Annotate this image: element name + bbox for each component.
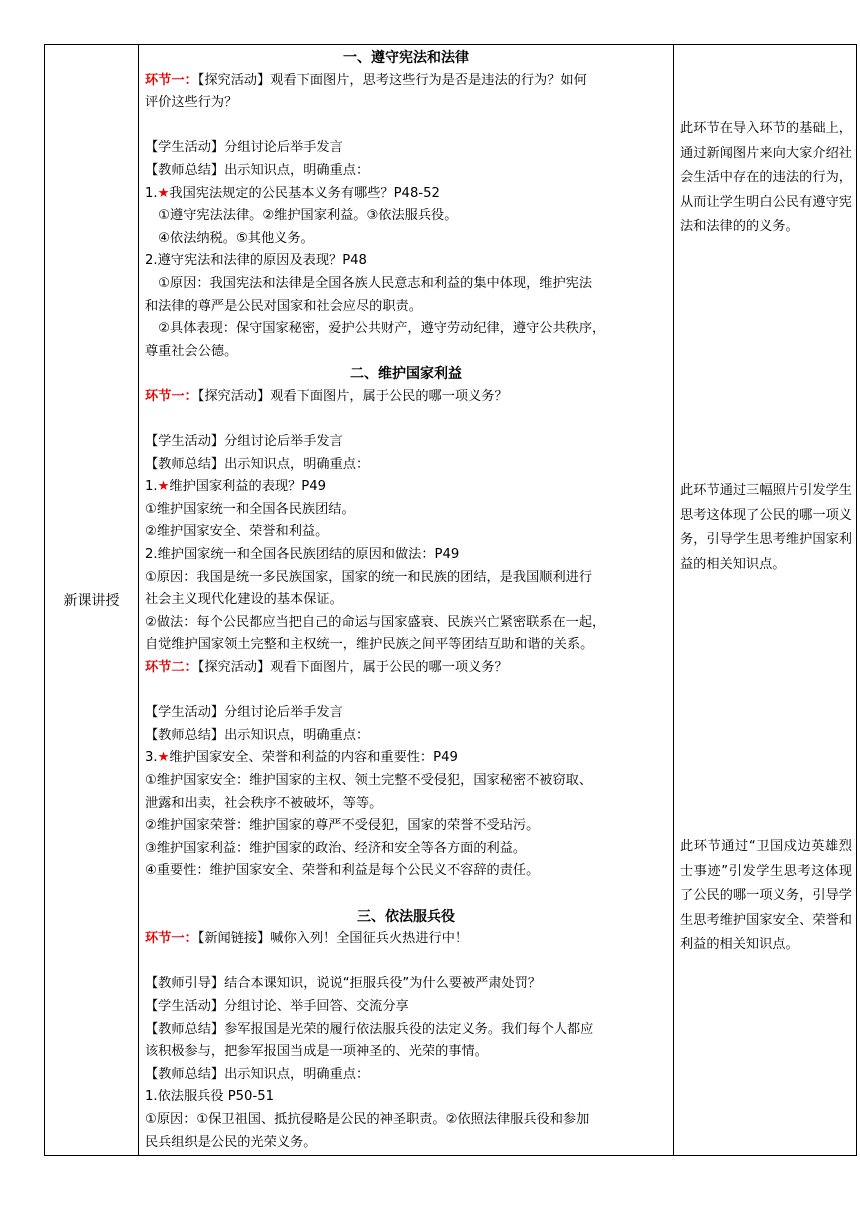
line-text: ①原因：我国宪法和法律是全国各族人民意志和利益的集中体现，维护宪法 — [145, 275, 593, 291]
line-text: ①维护国家统一和全国各民族团结。 — [145, 501, 355, 517]
line-text: ②做法：每个公民都应当把自己的命运与国家盛衰、民族兴亡紧密联系在一起， — [145, 614, 606, 630]
content-line — [145, 70, 667, 93]
line-text: 【教师总结】出示知识点，明确重点： — [145, 1066, 370, 1082]
table-row — [45, 45, 857, 1156]
content-line — [145, 228, 667, 251]
content-line — [145, 589, 667, 612]
line-text: 泄露和出卖，社会秩序不被破坏，等等。 — [145, 795, 383, 811]
content-line — [145, 318, 667, 341]
line-text: ④依法纳税。⑤其他义务。 — [145, 230, 314, 246]
blank-line — [145, 680, 667, 703]
content-line — [145, 250, 667, 273]
content-line — [145, 431, 667, 454]
content-line — [145, 1041, 667, 1064]
blank-line — [145, 951, 667, 974]
line-text: 和法律的尊严是公民对国家和社会应尽的职责。 — [145, 298, 422, 314]
star-icon: ★ — [157, 750, 170, 766]
line-text: 【探究活动】观看下面图片，思考这些行为是否是违法的行为？如何 — [197, 72, 587, 88]
note-section-3: 此环节通过“卫国戍边英雄烈士事迹”引发学生思考这体现了公民的哪一项义务，引导学生思考维护国家安全、荣誉和利益的相关知识点。 — [680, 839, 852, 953]
line-text: 该积极参与，把参军报国当成是一项神圣的、光荣的事情。 — [145, 1044, 488, 1060]
stage-label: 环节一： — [145, 931, 198, 947]
line-text: 【教师总结】出示知识点，明确重点： — [145, 456, 370, 472]
stage-label: 环节二： — [145, 660, 198, 676]
line-text: 2.遵守宪法和法律的原因及表现？P48 — [145, 253, 367, 269]
content-line — [145, 996, 667, 1019]
line-text: ②维护国家荣誉：维护国家的尊严不受侵犯，国家的荣誉不受玷污。 — [145, 818, 540, 834]
content-line — [145, 273, 667, 296]
lesson-content — [139, 45, 674, 1156]
line-text: 维护国家安全、荣誉和利益的内容和重要性：P49 — [169, 750, 458, 766]
row-label: 新课讲授 — [45, 45, 139, 1156]
teaching-notes — [674, 45, 857, 1156]
line-text: 民兵组织是公民的光荣义务。 — [145, 1134, 317, 1150]
line-text: 我国宪法规定的公民基本义务有哪些？P48-52 — [169, 185, 440, 201]
content-line — [145, 838, 667, 861]
line-text: ②具体表现：保守国家秘密，爱护公共财产，遵守劳动纪律，遵守公共秩序， — [145, 321, 606, 337]
line-text: ①维护国家安全：维护国家的主权、领土完整不受侵犯，国家秘密不被窃取、 — [145, 773, 593, 788]
blank-line — [145, 115, 667, 138]
line-text: 【教师总结】参军报国是光荣的履行依法服兵役的法定义务。我们每个人都应 — [145, 1021, 594, 1037]
line-text: 1.依法服兵役 P50-51 — [145, 1089, 274, 1105]
line-text: 【教师引导】结合本课知识，说说“拒服兵役”为什么要被严肃处罚？ — [145, 976, 542, 992]
item-number: 3. — [145, 750, 158, 766]
content-line — [145, 476, 667, 499]
content-line — [145, 973, 667, 996]
line-text: 社会主义现代化建设的基本保证。 — [145, 592, 343, 608]
content-line — [145, 454, 667, 477]
section-heading: 二、维护国家利益 — [350, 366, 462, 383]
line-text: 【探究活动】观看下面图片，属于公民的哪一项义务？ — [197, 660, 508, 676]
line-text: 维护国家利益的表现？P49 — [169, 479, 327, 495]
line-text: 【学生活动】分组讨论后举手发言 — [145, 140, 343, 156]
content-line — [145, 725, 667, 748]
line-text: 2.维护国家统一和全国各民族团结的原因和做法：P49 — [145, 547, 460, 563]
stage-label: 环节一： — [145, 388, 198, 404]
item-number: 1. — [145, 185, 158, 201]
content-line — [145, 160, 667, 183]
note-section-2: 此环节通过三幅照片引发学生思考这体现了公民的哪一项义务，引导学生思考维护国家利益的相关知识点。 — [680, 483, 852, 572]
note-section-1: 此环节在导入环节的基础上，通过新闻图片来向大家介绍社会生活中存在的违法的行为，从而让学生明白公民有遵守宪法和法律的的义务。 — [680, 121, 852, 235]
content-line — [145, 92, 667, 115]
content-line — [145, 1064, 667, 1087]
star-icon: ★ — [157, 479, 170, 495]
line-text: ①原因：①保卫祖国、抵抗侵略是公民的神圣职责。②依照法律服兵役和参加 — [145, 1111, 590, 1127]
line-text: 【学生活动】分组讨论后举手发言 — [145, 705, 343, 721]
content-line — [145, 521, 667, 544]
star-icon: ★ — [157, 185, 170, 201]
lesson-plan-table — [44, 44, 857, 1156]
line-text: 【探究活动】观看下面图片，属于公民的哪一项义务？ — [197, 388, 508, 404]
item-number: 1. — [145, 479, 158, 495]
blank-line — [145, 883, 667, 906]
content-line — [145, 205, 667, 228]
line-text: 【学生活动】分组讨论后举手发言 — [145, 434, 343, 450]
content-line — [145, 702, 667, 725]
content-line — [145, 544, 667, 567]
content-line — [145, 296, 667, 319]
content-line — [145, 341, 667, 364]
blank-line — [145, 409, 667, 432]
content-line — [145, 793, 667, 816]
content-line — [145, 747, 667, 770]
line-text: 【教师总结】出示知识点，明确重点： — [145, 162, 370, 178]
content-line — [145, 657, 667, 680]
content-line — [145, 770, 667, 793]
section-heading: 三、依法服兵役 — [357, 908, 455, 925]
content-line — [145, 860, 667, 883]
line-text: ④重要性：维护国家安全、荣誉和利益是每个公民义不容辞的责任。 — [145, 863, 540, 879]
line-text: ③维护国家利益：维护国家的政治、经济和安全等各方面的利益。 — [145, 840, 527, 856]
content-line — [145, 1132, 667, 1155]
content-line — [145, 928, 667, 951]
content-line — [145, 567, 667, 590]
content-line — [145, 137, 667, 160]
content-line — [145, 1019, 667, 1042]
line-text: ②维护国家安全、荣誉和利益。 — [145, 524, 329, 540]
line-text: ①原因：我国是统一多民族国家，国家的统一和民族的团结，是我国顺利进行 — [145, 569, 593, 585]
content-line — [145, 386, 667, 409]
line-text: 【教师总结】出示知识点，明确重点： — [145, 727, 370, 743]
line-text: ①遵守宪法法律。②维护国家利益。③依法服兵役。 — [145, 208, 458, 224]
stage-label: 环节一： — [145, 72, 198, 88]
line-text: 尊重社会公德。 — [145, 343, 238, 359]
line-text: 自觉维护国家领土完整和主权统一，维护民族之间平等团结互助和谐的关系。 — [145, 637, 594, 653]
section-heading: 一、遵守宪法和法律 — [343, 50, 469, 66]
line-text: 【学生活动】分组讨论、举手回答、交流分享 — [145, 998, 409, 1014]
content-line — [145, 634, 667, 657]
content-line — [145, 183, 667, 206]
content-line — [145, 815, 667, 838]
content-line — [145, 1109, 667, 1132]
content-line — [145, 499, 667, 522]
line-text: 【新闻链接】喊你入列！全国征兵火热进行中！ — [197, 931, 469, 947]
content-line — [145, 612, 667, 635]
line-text: 评价这些行为？ — [145, 95, 238, 111]
content-line — [145, 1086, 667, 1109]
